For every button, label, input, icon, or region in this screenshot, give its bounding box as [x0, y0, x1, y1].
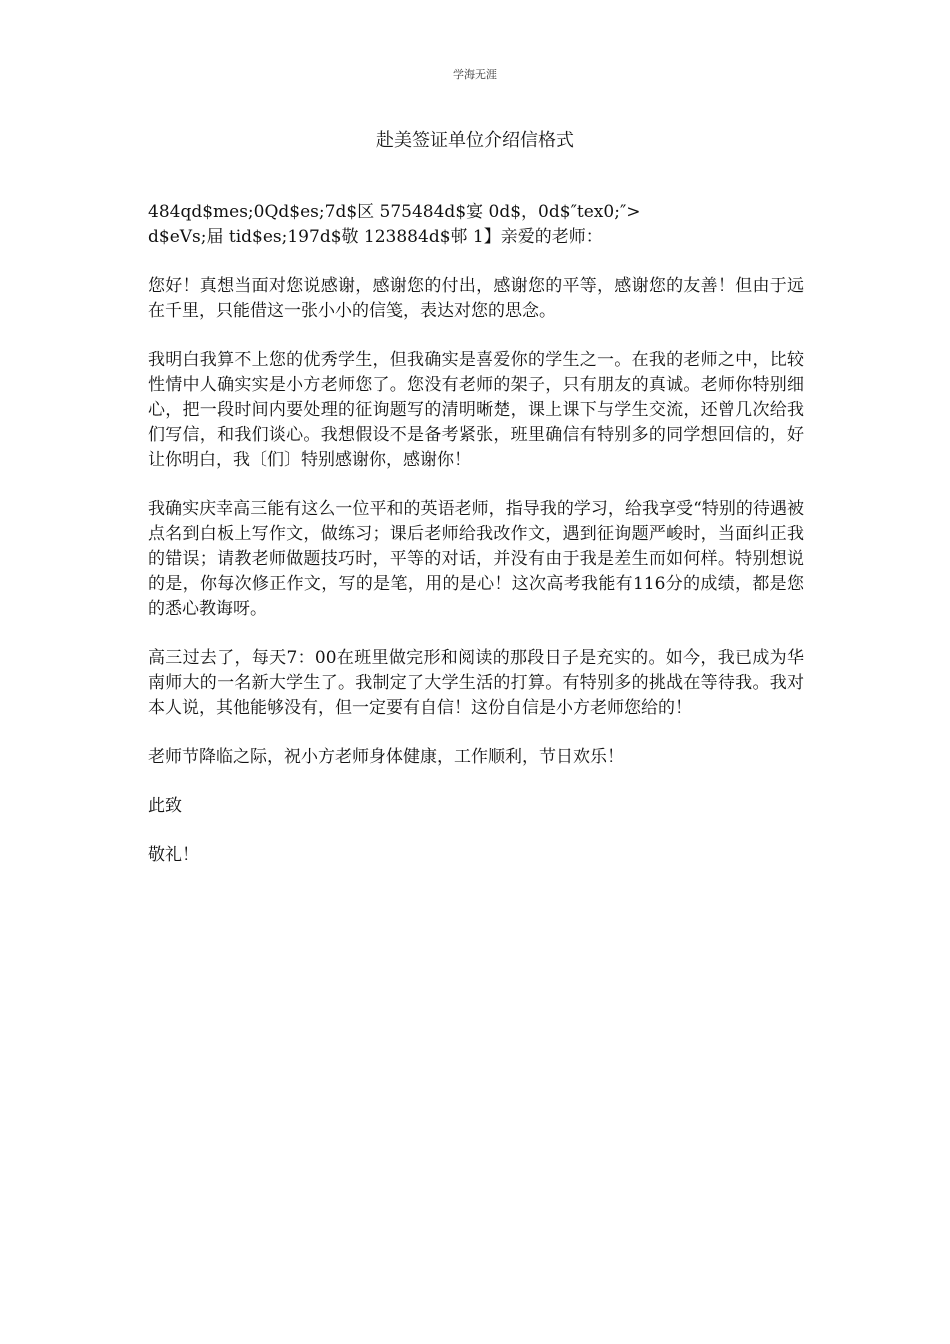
salutation-block: [148, 200, 804, 250]
paragraph-greeting: 您好！真想当面对您说感谢，感谢您的付出，感谢您的平等，感谢您的友善！但由于远在千里，只能借这一张小小的信笺，表达对您的思念。: [148, 276, 804, 321]
page-header: 学海无涯: [453, 68, 497, 81]
garbled-line-2: d$eVs;届 tid$es;197d$敬 123884d$邨 1】亲爱的老师：: [148, 227, 603, 247]
paragraph-appreciation: 我明白我算不上您的优秀学生，但我确实是喜爱你的学生之一。在我的老师之中，比较性情中人确实实是小方老师您了。您没有老师的架子，只有朋友的真诚。老师你特别细心，把一段时间内要处理的征询题写的清明晰楚，课上课下与学生交流，还曾几次给我们写信，和我们谈心。我想假设不是备考紧张，班里确信有特别多的同学想回信的，好让你明白，我〔们〕特别感谢你，感谢你！: [148, 350, 804, 470]
paragraph-wishes: 老师节降临之际，祝小方老师身体健康，工作顺利，节日欢乐！: [148, 747, 624, 767]
garbled-line-1: 484qd$mes;0Qd$es;7d$区 575484d$宴 0d$，0d$″tex0;″>: [148, 202, 641, 222]
closing-jingli: 敬礼！: [148, 845, 199, 865]
paragraph-english-teacher: 我确实庆幸高三能有这么一位平和的英语老师，指导我的学习，给我享受“特别的待遇被点名到白板上写作文，做练习；课后老师给我改作文，遇到征询题严峻时，当面纠正我的错误；请教老师做题技巧时，平等的对话，并没有由于我是差生而如何样。特别想说的是，你每次修正作文，写的是笔，用的是心！这次高考我能有116分的成绩，都是您的悉心教诲呀。: [148, 499, 804, 619]
document-title: 赴美签证单位介绍信格式: [376, 130, 574, 151]
letter-body: [148, 200, 804, 892]
closing-zhizhi: 此致: [148, 796, 182, 816]
paragraph-university: 高三过去了，每天7：00在班里做完形和阅读的那段日子是充实的。如今，我已成为华南师大的一名新大学生了。我制定了大学生活的打算。有特别多的挑战在等待我。我对本人说，其他能够没有，但一定要有自信！这份自信是小方老师您给的！: [148, 648, 804, 718]
